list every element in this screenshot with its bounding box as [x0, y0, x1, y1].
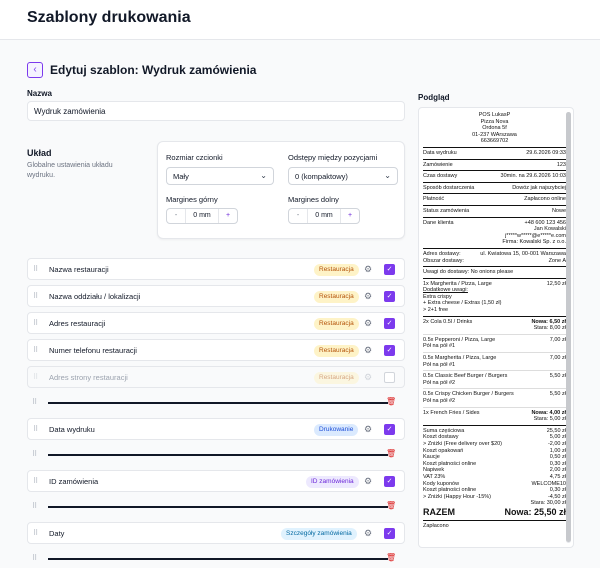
- field-checkbox[interactable]: [384, 264, 395, 275]
- field-row-branch-name[interactable]: [27, 285, 405, 307]
- layout-description: Globalne ustawienia układu wydruku.: [27, 162, 113, 179]
- gear-icon[interactable]: ⚙: [364, 424, 373, 434]
- margin-top-decrement-button[interactable]: -: [174, 212, 178, 219]
- check-icon: ✓: [386, 347, 393, 354]
- template-name-input[interactable]: Wydruk zamówienia: [27, 101, 405, 121]
- field-checkbox[interactable]: [384, 318, 395, 329]
- editor-title: Edytuj szablon: Wydruk zamówienia: [50, 63, 257, 77]
- drag-handle-icon[interactable]: ⠿: [32, 503, 38, 510]
- receipt-item: 1x French Fries / Sides Nowa: 4,00 zł: [423, 409, 566, 416]
- category-badge: Restauracja: [314, 372, 359, 384]
- receipt-delivery-method: Sposób dostarczenia Dowóz jak najszybciej: [423, 184, 566, 191]
- receipt-total: RAZEM Nowa: 25,50 zł: [423, 506, 566, 517]
- receipt-area: Obszar dostawy: Zone A: [423, 257, 566, 264]
- drag-handle-icon[interactable]: ⠿: [33, 320, 38, 327]
- restaurant-phone: 663669702: [480, 138, 509, 145]
- trash-icon[interactable]: 🗑: [386, 449, 397, 458]
- chevron-left-icon: ‹: [33, 64, 37, 75]
- branch-name: Pizza Nova: [480, 118, 509, 125]
- receipt-header: [423, 112, 566, 145]
- check-icon: ✓: [386, 293, 393, 300]
- gear-icon[interactable]: ⚙: [364, 528, 373, 538]
- category-badge: Restauracja: [314, 291, 359, 303]
- check-icon: ✓: [386, 266, 393, 273]
- spacing-select[interactable]: [288, 167, 398, 185]
- item-note: Extra crispy: [423, 293, 452, 300]
- separator-row[interactable]: [27, 396, 405, 410]
- drag-handle-icon[interactable]: ⠿: [33, 374, 38, 381]
- field-row-print-date[interactable]: [27, 418, 405, 440]
- item-note: + Extra cheese / Extras (1,50 zł): [423, 300, 502, 307]
- font-size-label: Rozmiar czcionki: [166, 153, 223, 162]
- field-checkbox[interactable]: [384, 424, 395, 435]
- drag-handle-icon[interactable]: ⠿: [33, 266, 38, 273]
- receipt-item: 0.5x Crispy Chicken Burger / Burgers 5,50 zł: [423, 391, 566, 398]
- separator-row[interactable]: [27, 448, 405, 462]
- receipt-status: Status zamówienia Nowe: [423, 207, 566, 214]
- page-title: Szablony drukowania: [27, 9, 191, 26]
- category-badge: Restauracja: [314, 264, 359, 276]
- back-button[interactable]: [27, 62, 43, 78]
- field-row-order-id[interactable]: [27, 470, 405, 492]
- separator-line: [48, 454, 388, 456]
- category-badge: Szczegóły zamówienia: [281, 528, 357, 540]
- chevron-down-icon: ⌄: [260, 171, 267, 180]
- font-size-select[interactable]: [166, 167, 274, 185]
- drag-handle-icon[interactable]: ⠿: [32, 555, 38, 562]
- drag-handle-icon[interactable]: ⠿: [33, 293, 38, 300]
- field-checkbox[interactable]: [384, 345, 395, 356]
- address-line-2: 01-237 WArszawa: [472, 131, 517, 138]
- receipt-print-date: Data wydruku 29.6.2026 09:33: [423, 149, 566, 156]
- restaurant-name: POS LukasP: [478, 112, 511, 118]
- field-label: Nazwa restauracji: [49, 265, 109, 274]
- margin-bottom-stepper: [288, 208, 360, 224]
- receipt-payment: Płatność Zapłacono online: [423, 196, 566, 203]
- trash-icon[interactable]: 🗑: [386, 553, 397, 562]
- receipt-client: Dane klienta +48 600 123 456 Jan Kowalski j*****w*****@e*****e.com Firma: Kowalski Sp. z o.o.: [423, 219, 566, 246]
- margin-top-value[interactable]: 0 mm: [185, 209, 219, 223]
- margin-top-increment-button[interactable]: +: [225, 212, 231, 219]
- address-line-1: Ordona 5f: [482, 125, 507, 132]
- drag-handle-icon[interactable]: ⠿: [32, 399, 38, 406]
- check-icon: ✓: [386, 426, 393, 433]
- field-row-restaurant-address[interactable]: [27, 312, 405, 334]
- drag-handle-icon[interactable]: ⠿: [33, 478, 38, 485]
- old-price: Stara: 8,00 zł: [533, 325, 566, 332]
- separator-row[interactable]: [27, 500, 405, 514]
- half-half-label: Pół na pół #1: [423, 361, 456, 368]
- margin-bottom-decrement-button[interactable]: -: [296, 212, 300, 219]
- spacing-value: 0 (kompaktowy): [295, 172, 348, 181]
- trash-icon[interactable]: 🗑: [386, 501, 397, 510]
- receipt-paid-status: Zapłacono: [423, 522, 449, 529]
- margin-bottom-value[interactable]: 0 mm: [307, 209, 341, 223]
- field-checkbox[interactable]: [384, 372, 395, 383]
- margin-bottom-increment-button[interactable]: +: [347, 212, 353, 219]
- receipt-address: Adres dostawy: ul. Kwiatowa 15, 00-001 Warszawa: [423, 250, 566, 257]
- half-half-label: Pół na pół #2: [423, 398, 456, 404]
- field-label: Adres restauracji: [49, 319, 106, 328]
- separator-line: [48, 402, 388, 404]
- margin-top-stepper: [166, 208, 238, 224]
- top-bar: [0, 0, 600, 40]
- receipt-item: 0.5x Classic Beef Burger / Burgers 5,50 zł: [423, 373, 566, 380]
- receipt-totals: Suma częściowa 25,50 zł Koszt dostawy 5,00 zł > Zniżki (Free delivery over $20) -2,00 zł Koszt opakowań 1,00 zł Kaucje 0,50 zł Koszt płatności online 0,30 zł Napiwek 2,00 zł VAT 23% 4,75 zł Kody kuponów WELCOME10 Koszt płatności online 0,30 zł > Zniżki (Happy Hour -15%) -4,50 zł Stara: 30,00 zł: [423, 427, 566, 507]
- separator-line: [48, 506, 388, 508]
- gear-icon[interactable]: ⚙: [364, 372, 373, 382]
- check-icon: ✓: [386, 530, 393, 537]
- receipt-item: 1x Margherita / Pizza, Large 12,50 zł: [423, 280, 566, 287]
- separator-row[interactable]: [27, 552, 405, 566]
- scrollbar-thumb[interactable]: [566, 112, 571, 542]
- receipt-item: 0.5x Margherita / Pizza, Large 7,00 zł: [423, 355, 566, 362]
- font-size-value: Mały: [173, 172, 189, 181]
- category-badge: Drukowanie: [314, 424, 358, 436]
- trash-icon[interactable]: 🗑: [386, 397, 397, 406]
- gear-icon[interactable]: ⚙: [364, 291, 373, 301]
- field-label: Data wydruku: [49, 425, 95, 434]
- name-label: Nazwa: [27, 89, 52, 98]
- field-label: Nazwa oddziału / lokalizacji: [49, 292, 141, 301]
- field-label: Numer telefonu restauracji: [49, 346, 137, 355]
- receipt-order-number: Zamówienie 123: [423, 161, 566, 168]
- field-checkbox[interactable]: [384, 476, 395, 487]
- check-icon: ✓: [386, 478, 393, 485]
- field-row-restaurant-website[interactable]: [27, 366, 405, 388]
- field-row-restaurant-name[interactable]: [27, 258, 405, 280]
- field-label: Adres strony restauracji: [49, 373, 128, 382]
- field-row-restaurant-phone[interactable]: [27, 339, 405, 361]
- item-note: > 2+1 free: [423, 307, 449, 314]
- drag-handle-icon[interactable]: ⠿: [33, 347, 38, 354]
- old-price: Stara: 5,00 zł: [533, 416, 566, 423]
- preview-title: Podgląd: [418, 93, 450, 102]
- field-row-dates[interactable]: [27, 522, 405, 544]
- layout-settings-card: [157, 141, 405, 239]
- margin-bottom-label: Margines dolny: [288, 195, 339, 204]
- receipt-delivery-time: Czas dostawy 30min. na 29.6.2026 10:03: [423, 173, 566, 180]
- category-badge: Restauracja: [314, 345, 359, 357]
- drag-handle-icon[interactable]: ⠿: [33, 426, 38, 433]
- field-label: Daty: [49, 529, 65, 538]
- item-notes-label: Dodatkowe uwagi:: [423, 287, 468, 294]
- field-checkbox[interactable]: [384, 528, 395, 539]
- receipt-delivery-note: Uwagi do dostawy: No onions please: [423, 269, 514, 276]
- preview-scrollbar[interactable]: [566, 112, 571, 543]
- gear-icon[interactable]: ⚙: [364, 318, 373, 328]
- receipt-preview: [418, 107, 574, 548]
- spacing-label: Odstępy między pozycjami: [288, 153, 378, 162]
- layout-title: Układ: [27, 148, 52, 158]
- gear-icon[interactable]: ⚙: [364, 345, 373, 355]
- chevron-down-icon: ⌄: [384, 171, 391, 180]
- drag-handle-icon[interactable]: ⠿: [32, 451, 38, 458]
- receipt: [423, 112, 566, 530]
- check-icon: ✓: [386, 320, 393, 327]
- field-checkbox[interactable]: [384, 291, 395, 302]
- receipt-item: 2x Cola 0.5l / Drinks Nowa: 6,50 zł: [423, 318, 566, 325]
- gear-icon[interactable]: ⚙: [364, 476, 373, 486]
- half-half-label: Pół na pół #2: [423, 379, 456, 386]
- half-half-label: Pół na pół #1: [423, 343, 456, 350]
- margin-top-label: Margines górny: [166, 195, 218, 204]
- category-badge: ID zamówienia: [306, 476, 359, 488]
- field-label: ID zamówienia: [49, 477, 99, 486]
- gear-icon[interactable]: ⚙: [364, 264, 373, 274]
- drag-handle-icon[interactable]: ⠿: [33, 530, 38, 537]
- receipt-item: 0.5x Pepperoni / Pizza, Large 7,00 zł: [423, 336, 566, 343]
- separator-line: [48, 558, 388, 560]
- category-badge: Restauracja: [314, 318, 359, 330]
